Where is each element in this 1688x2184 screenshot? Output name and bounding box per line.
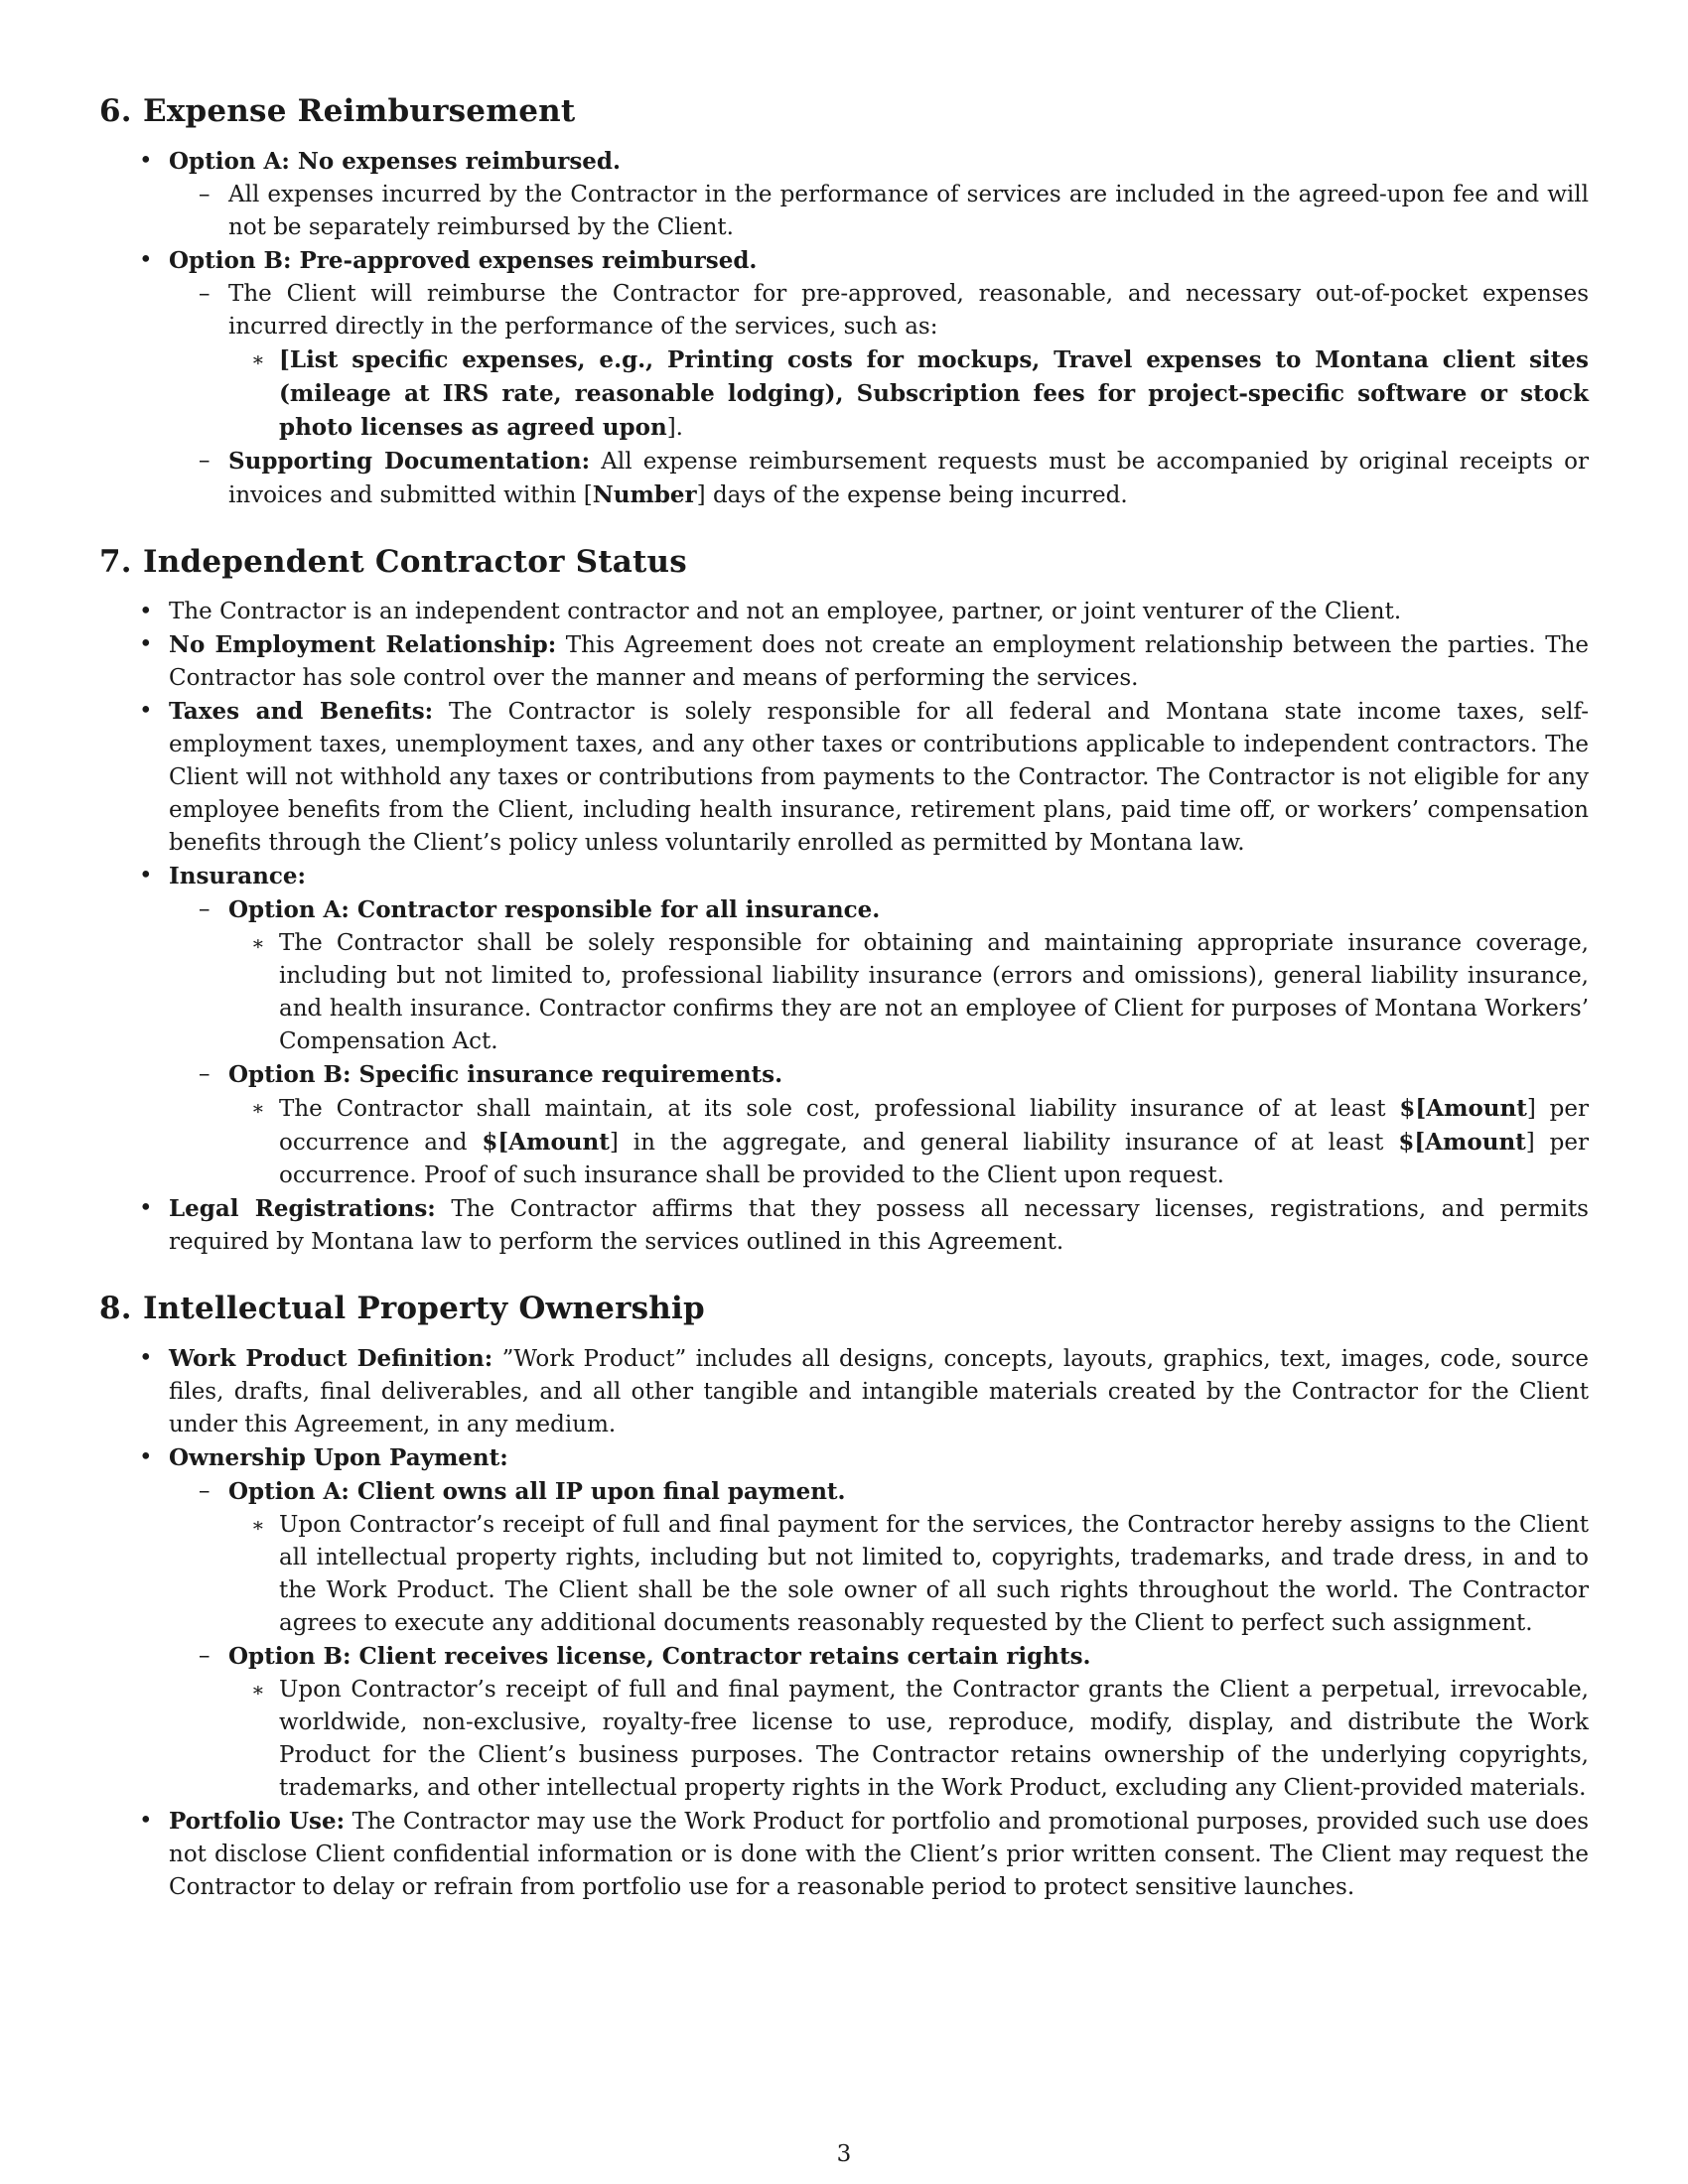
placeholder-text: List specific expenses, e.g., Printing costs for mockups, Travel expenses to Montana client sites (mileage at IRS rate, reasonable lodging), Subscription fees for project-specific software or stock photo licenses as agreed upon — [279, 346, 1589, 441]
page-content — [99, 91, 1589, 1934]
page-number: 3 — [836, 2141, 852, 2167]
item-label: Work Product Definition: — [169, 1345, 493, 1372]
list-item — [169, 695, 1589, 860]
list-item — [228, 278, 1589, 343]
list-item — [228, 1640, 1589, 1674]
placeholder-bracket: [ — [279, 346, 290, 373]
item-text: ] days of the expense being incurred. — [696, 482, 1128, 508]
list-item — [169, 1192, 1589, 1259]
section-heading — [99, 542, 1589, 582]
list-item — [228, 1475, 1589, 1509]
item-label: Ownership Upon Payment: — [169, 1444, 508, 1471]
section-number: 8. — [99, 1291, 132, 1326]
list-item — [169, 596, 1589, 628]
option-label: Option B: Pre-approved expenses reimbursed. — [169, 247, 758, 274]
list-item — [279, 1674, 1589, 1805]
item-label: No Employment Relationship: — [169, 631, 557, 658]
section-title: Independent Contractor Status — [143, 544, 687, 580]
option-text: Upon Contractor’s receipt of full and final payment for the services, the Contractor hereby assigns to the Client all intellectual property rights, including but not limited to, copyrights, trademarks, and trade dress, in and to the Work Product. The Client shall be the sole owner of all such rights throughout the world. The Contractor agrees to execute any additional documents reasonably requested by the Client to perfect such assignment. — [279, 1512, 1589, 1636]
list-item — [279, 927, 1589, 1058]
option-label: Option A: Contractor responsible for all insurance. — [228, 896, 881, 923]
amount-placeholder: $[Amount — [1399, 1095, 1527, 1122]
item-text: This Agreement does not create an employment relationship between the parties. The Contractor has sole control over the manner and means of performing the services. — [169, 632, 1589, 691]
item-label: Legal Registrations: — [169, 1195, 436, 1222]
item-text: All expense reimbursement requests must be accompanied by original receipts or invoices and submitted within [ — [228, 449, 1589, 508]
amount-placeholder: $[Amount — [482, 1129, 610, 1156]
section-number: 6. — [99, 93, 132, 129]
option-text: The Client will reimburse the Contractor for pre-approved, reasonable, and necessary out-of-pocket expenses incurred directly in the performance of the services, such as: — [228, 281, 1589, 340]
list-item — [169, 860, 1589, 893]
section-expense-reimbursement — [99, 91, 1589, 512]
item-label: Supporting Documentation: — [228, 448, 591, 475]
section-title: Intellectual Property Ownership — [143, 1291, 705, 1326]
option-label: Option B: Client receives license, Contractor retains certain rights. — [228, 1643, 1091, 1670]
section-heading — [99, 91, 1589, 131]
option-text: ] in the aggregate, and general liability insurance of at least — [609, 1130, 1399, 1156]
list-item — [228, 445, 1589, 512]
list-item — [169, 145, 1589, 179]
list-item — [169, 1805, 1589, 1904]
option-label: Option A: No expenses reimbursed. — [169, 148, 622, 175]
list-item — [228, 893, 1589, 927]
option-text: The Contractor shall maintain, at its sole cost, professional liability insurance of at least — [279, 1096, 1400, 1122]
amount-placeholder: $[Amount — [1398, 1129, 1526, 1156]
section-list — [99, 1342, 1589, 1904]
item-text: ”Work Product” includes all designs, concepts, layouts, graphics, text, images, code, source files, drafts, final deliverables, and all other tangible and intangible materials created by the Contractor for the Client under this Agreement, in any medium. — [169, 1346, 1589, 1437]
section-number: 7. — [99, 544, 132, 580]
list-item — [228, 179, 1589, 244]
list-item — [169, 244, 1589, 278]
item-label: Insurance: — [169, 863, 307, 889]
option-text: ] per occurrence and — [279, 1096, 1589, 1156]
item-text: The Contractor is solely responsible for all federal and Montana state income taxes, self-employment taxes, unemployment taxes, and any other taxes or contributions applicable to independent contractors. The Client will not withhold any taxes or contributions from payments to the Contractor. The Contractor is not eligible for any employee benefits from the Client, including health insurance, retirement plans, paid time off, or workers’ compensation benefits through the Client’s policy unless voluntarily enrolled as permitted by Montana law. — [169, 699, 1589, 856]
list-item — [279, 343, 1589, 445]
placeholder-bracket: ]. — [666, 415, 683, 441]
option-text: ] per occurrence. Proof of such insurance shall be provided to the Client upon request. — [279, 1130, 1589, 1188]
item-text: The Contractor affirms that they possess all necessary licenses, registrations, and permits required by Montana law to perform the services outlined in this Agreement. — [169, 1196, 1589, 1255]
section-list — [99, 145, 1589, 512]
option-label: Option A: Client owns all IP upon final payment. — [228, 1478, 846, 1505]
list-item — [279, 1509, 1589, 1640]
option-text: Upon Contractor’s receipt of full and final payment, the Contractor grants the Client a perpetual, irrevocable, worldwide, non-exclusive, royalty-free license to use, reproduce, modify, display, and distribute the Work Product for the Client’s business purposes. The Contractor retains ownership of the underlying copyrights, trademarks, and other intellectual property rights in the Work Product, excluding any Client-provided materials. — [279, 1677, 1589, 1801]
list-item — [169, 1342, 1589, 1441]
option-label: Option B: Specific insurance requirements. — [228, 1061, 783, 1088]
section-list — [99, 596, 1589, 1259]
section-independent-contractor-status — [99, 542, 1589, 1259]
list-item — [169, 1441, 1589, 1475]
section-intellectual-property-ownership — [99, 1289, 1589, 1904]
placeholder-text: Number — [592, 481, 697, 508]
item-text: The Contractor may use the Work Product for portfolio and promotional purposes, provided such use does not disclose Client confidential information or is done with the Client’s prior written consent. The Client may request the Contractor to delay or refrain from portfolio use for a reasonable period to protect sensitive launches. — [169, 1809, 1589, 1900]
list-item — [279, 1092, 1589, 1192]
section-title: Expense Reimbursement — [143, 93, 576, 129]
option-text: All expenses incurred by the Contractor in the performance of services are included in the agreed-upon fee and will not be separately reimbursed by the Client. — [228, 182, 1589, 240]
item-label: Taxes and Benefits: — [169, 698, 434, 725]
item-text: The Contractor is an independent contractor and not an employee, partner, or joint venturer of the Client. — [169, 599, 1402, 624]
list-item — [228, 1058, 1589, 1092]
list-item — [169, 628, 1589, 695]
item-label: Portfolio Use: — [169, 1808, 346, 1835]
option-text: The Contractor shall be solely responsible for obtaining and maintaining appropriate insurance coverage, including but not limited to, professional liability insurance (errors and omissions), general liability insurance, and health insurance. Contractor confirms they are not an employee of Client for purposes of Montana Workers’ Compensation Act. — [279, 930, 1589, 1054]
section-heading — [99, 1289, 1589, 1328]
